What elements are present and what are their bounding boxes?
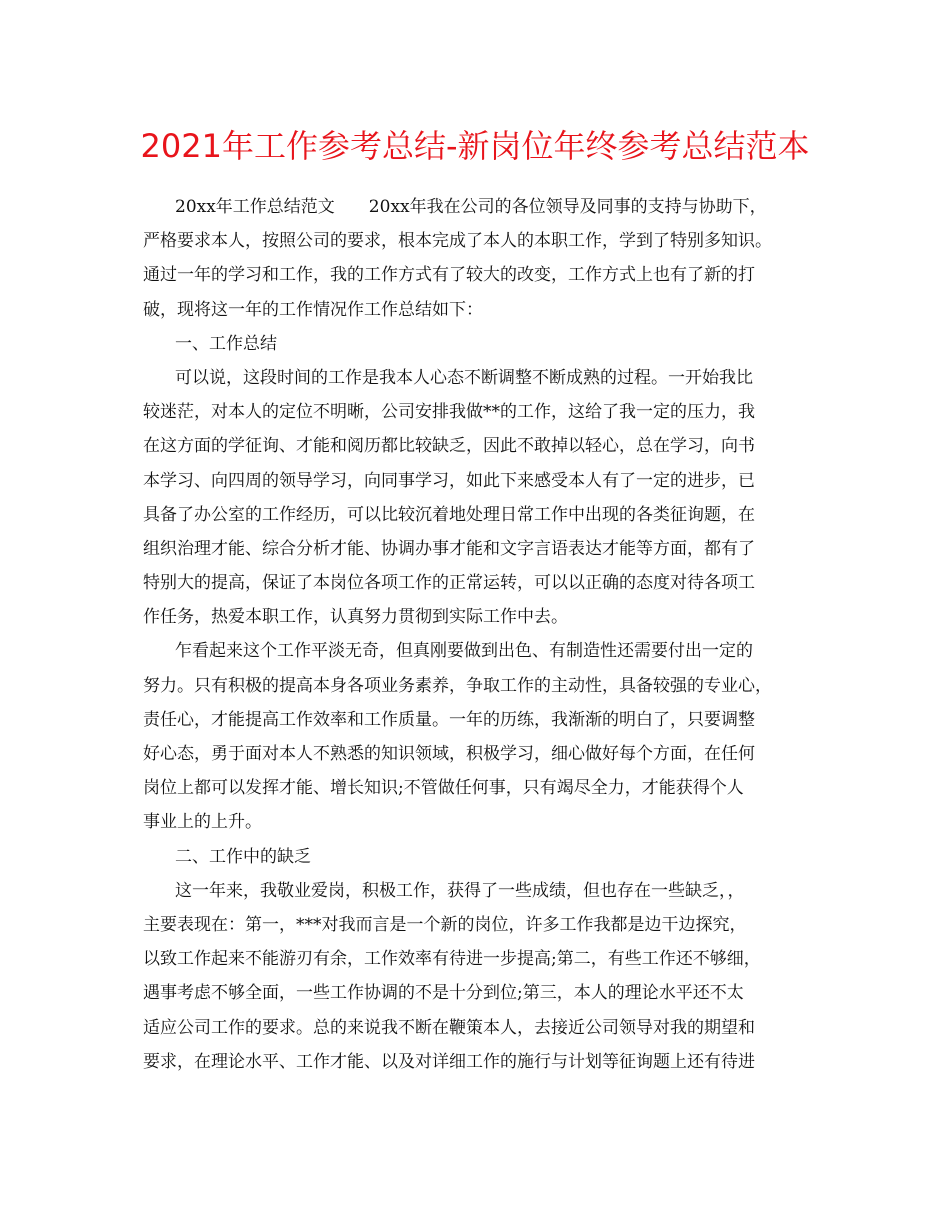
body-line: 通过一年的学习和工作，我的工作方式有了较大的改变，工作方式上也有了新的打: [143, 265, 755, 286]
body-line: 20xx年工作总结范文 20xx年我在公司的各位领导及同事的支持与协助下，: [175, 197, 767, 217]
body-line: 以致工作起来不能游刃有余，工作效率有待进一步提高;第二，有些工作还不够细，: [143, 949, 761, 970]
body-line: 破，现将这一年的工作情况作工作总结如下：: [143, 299, 483, 320]
body-line: 严格要求本人，按照公司的要求，根本完成了本人的本职工作，学到了特别多知识。: [143, 231, 772, 252]
body-line: 主要表现在：第一，***对我而言是一个新的岗位，许多工作我都是边干边探究，: [143, 914, 747, 935]
body-line: 组织治理才能、综合分析才能、协调办事才能和文字言语表达才能等方面，都有了: [143, 538, 755, 559]
body-line: 遇事考虑不够全面，一些工作协调的不是十分到位;第三，本人的理论水平还不太: [143, 983, 744, 1004]
body-line: 乍看起来这个工作平淡无奇，但真刚要做到出色、有制造性还需要付出一定的: [175, 641, 753, 662]
document-title: 2021年工作参考总结-新岗位年终参考总结范本: [140, 127, 810, 165]
body-line: 具备了办公室的工作经历，可以比较沉着地处理日常工作中出现的各类征询题，在: [143, 504, 755, 525]
body-line: 特别大的提高，保证了本岗位各项工作的正常运转，可以以正确的态度对待各项工: [143, 573, 755, 594]
body-line: 可以说，这段时间的工作是我本人心态不断调整不断成熟的过程。一开始我比: [175, 367, 753, 388]
body-line: 二、工作中的缺乏: [175, 846, 311, 867]
body-line: 适应公司工作的要求。总的来说我不断在鞭策本人，去接近公司领导对我的期望和: [143, 1017, 755, 1038]
body-line: 要求，在理论水平、工作才能、以及对详细工作的施行与计划等征询题上还有待进: [143, 1051, 755, 1072]
body-line: 岗位上都可以发挥才能、增长知识;不管做任何事，只有竭尽全力，才能获得个人: [143, 778, 744, 799]
document-body: [143, 190, 823, 1079]
body-line: 努力。只有积极的提高本身各项业务素养，争取工作的主动性，具备较强的专业心，: [143, 675, 772, 696]
body-line: 这一年来，我敬业爱岗，积极工作，获得了一些成绩，但也存在一些缺乏，，: [175, 880, 745, 901]
body-line: 责任心，才能提高工作效率和工作质量。一年的历练，我渐渐的明白了，只要调整: [143, 709, 755, 730]
body-line: 好心态，勇于面对本人不熟悉的知识领域，积极学习，细心做好每个方面，在任何: [143, 744, 755, 764]
body-line: 作任务，热爱本职工作，认真努力贯彻到实际工作中去。: [143, 607, 568, 628]
body-line: 在这方面的学征询、才能和阅历都比较缺乏，因此不敢掉以轻心，总在学习，向书: [143, 436, 755, 457]
body-line: 一、工作总结: [175, 333, 277, 354]
body-line: 较迷茫，对本人的定位不明晰，公司安排我做**的工作，这给了我一定的压力，我: [143, 402, 755, 423]
body-line: 事业上的上升。: [143, 812, 262, 833]
body-line: 本学习、向四周的领导学习，向同事学习，如此下来感受本人有了一定的进步，已: [143, 470, 755, 491]
